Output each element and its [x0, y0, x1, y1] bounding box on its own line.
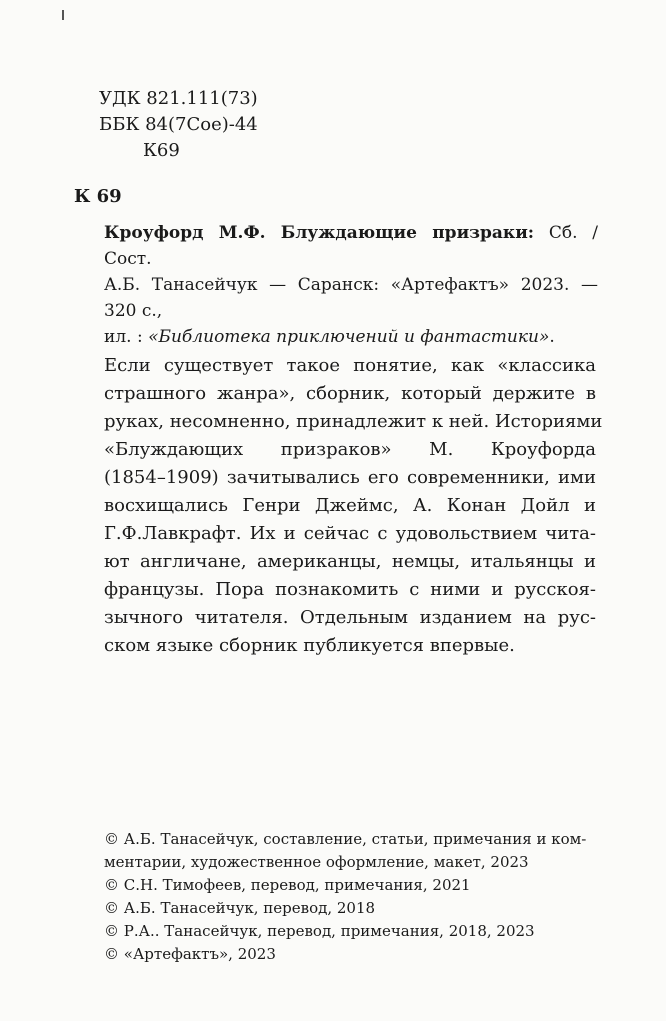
annotation-line: Если существует такое понятие, как «классика — [104, 355, 596, 376]
annotation-line: зычного читателя. Отдельным изданием на рус- — [104, 607, 596, 628]
scan-mark — [62, 10, 64, 20]
annotation-line: французы. Пора познакомить с ними и русскоя- — [104, 579, 596, 600]
series-end: . — [549, 327, 555, 347]
copyright-block — [104, 828, 598, 966]
copyright-line: © С.Н. Тимофеев, перевод, примечания, 2021 — [104, 876, 471, 894]
copyright-line: © Р.А.. Танасейчук, перевод, примечания, 2018, 2023 — [104, 922, 535, 940]
annotation-line: ют англичане, американцы, немцы, итальянцы и — [104, 551, 596, 572]
imprint-line: А.Б. Танасейчук — Саранск: «Артефактъ» 2023. — 320 с., — [104, 275, 598, 321]
author-sign: К 69 — [74, 186, 122, 207]
bbk-code: ББК 84(7Сое)-44 — [99, 114, 258, 135]
author-title: Кроуфорд М.Ф. Блуждающие призраки: — [104, 223, 535, 243]
author-mark: К69 — [143, 140, 180, 161]
bibliographic-text — [104, 220, 598, 350]
annotation-line: страшного жанра», сборник, который держите в — [104, 383, 596, 404]
collection-type: Сб. / Сост. — [104, 223, 598, 269]
copyright-line: © А.Б. Танасейчук, перевод, 2018 — [104, 899, 376, 917]
classification-block — [99, 86, 258, 164]
illustrations-label: ил. : — [104, 327, 149, 347]
annotation-line: восхищались Генри Джеймс, А. Конан Дойл и — [104, 495, 596, 516]
copyright-line: © А.Б. Танасейчук, составление, статьи, примечания и ком- — [104, 830, 587, 848]
bibliographic-record — [104, 220, 598, 350]
annotation-line: ском языке сборник публикуется впервые. — [104, 635, 515, 656]
annotation-line: «Блуждающих призраков» М. Кроуфорда — [104, 439, 596, 460]
annotation-line: руках, несомненно, принадлежит к ней. Историями — [104, 411, 603, 432]
series-title: «Библиотека приключений и фантастики» — [148, 327, 550, 347]
copyright-line: © «Артефактъ», 2023 — [104, 945, 276, 963]
annotation-line: (1854–1909) зачитывались его современники, ими — [104, 467, 596, 488]
copyright-line: ментарии, художественное оформление, макет, 2023 — [104, 853, 529, 871]
udk-code: УДК 821.111(73) — [99, 88, 258, 109]
annotation — [104, 352, 603, 660]
annotation-line: Г.Ф.Лавкрафт. Их и сейчас с удовольствием чита- — [104, 523, 596, 544]
